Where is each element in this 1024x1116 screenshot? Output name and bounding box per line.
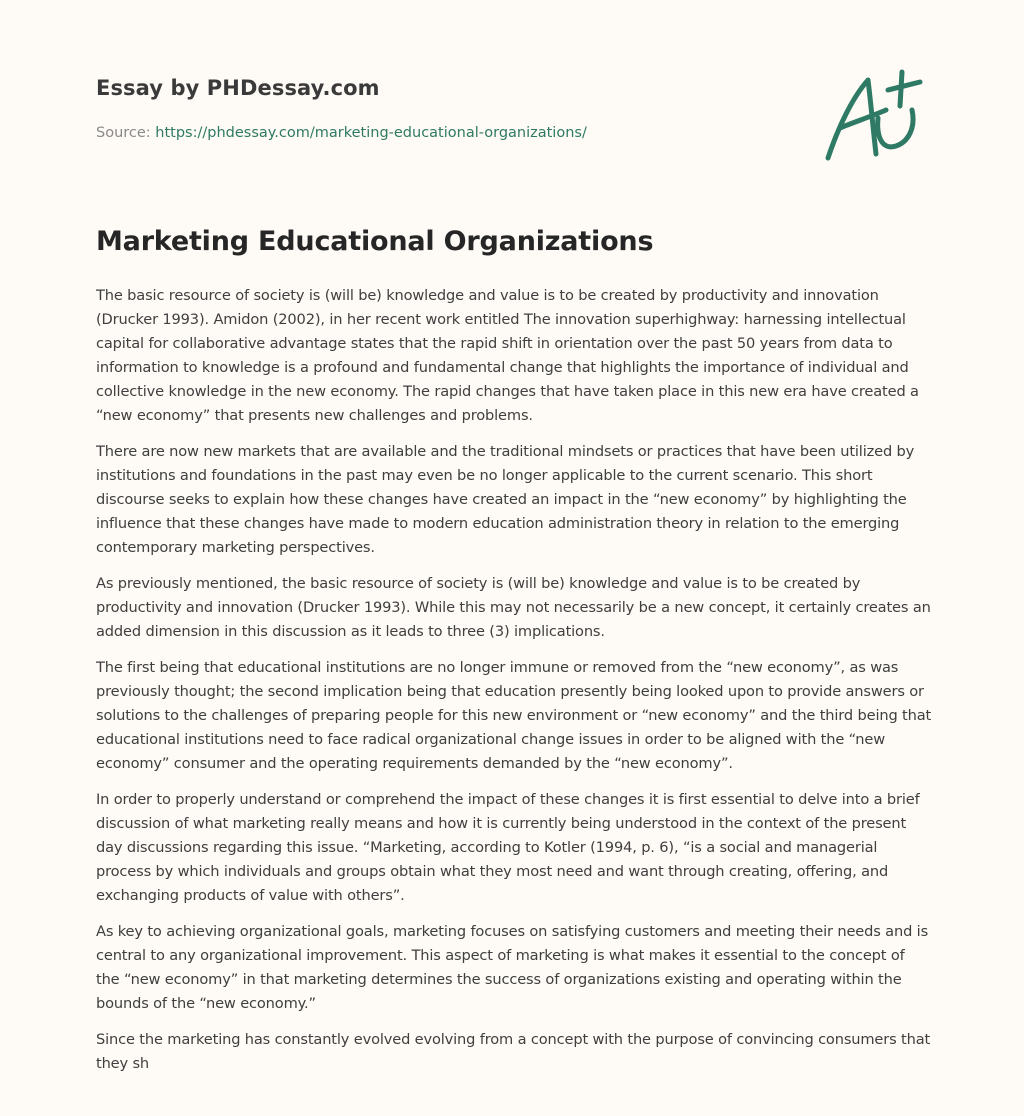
paragraph: Since the marketing has constantly evolved evolving from a concept with the purpose of convincing consumers that they sh bbox=[96, 1031, 931, 1072]
source-line bbox=[96, 125, 587, 141]
source-link[interactable]: https://phdessay.com/marketing-educational-organizations/ bbox=[155, 125, 587, 141]
a-plus-logo-icon bbox=[818, 66, 930, 166]
paragraph: As previously mentioned, the basic resource of society is (will be) knowledge and value is to be created by productivity and innovation (Drucker 1993). While this may not necessarily be a new concept, it certainly creates an added dimension in this discussion as it leads to three (3) implications. bbox=[96, 575, 931, 640]
paragraph: The basic resource of society is (will be) knowledge and value is to be created by productivity and innovation (Drucker 1993). Amidon (2002), in her recent work entitled The innovation superhighway: harnessing intellectual capital for collaborative advantage states that the rapid shift in orientation over the past 50 years from data to information to knowledge is a profound and fundamental change that highlights the importance of individual and collective knowledge in the new economy. The rapid changes that have taken place in this new era have created a “new economy” that presents new challenges and problems. bbox=[96, 287, 919, 424]
essay-body bbox=[96, 284, 932, 1088]
paragraph: In order to properly understand or comprehend the impact of these changes it is first essential to delve into a brief discussion of what marketing really means and how it is currently being understood in the context of the present day discussions regarding this issue. “Marketing, according to Kotler (1994, p. 6), “is a social and managerial process by which individuals and groups obtain what they most need and want through creating, offering, and exchanging products of value with others”. bbox=[96, 791, 920, 904]
source-label: Source: bbox=[96, 125, 151, 141]
paragraph: There are now new markets that are available and the traditional mindsets or practices that have been utilized by institutions and foundations in the past may even be no longer applicable to the current scenario. This short discourse seeks to explain how these changes have created an impact in the “new economy” by highlighting the influence that these changes have made to modern education administration theory in relation to the emerging contemporary marketing perspectives. bbox=[96, 443, 915, 556]
site-brand: Essay by PHDessay.com bbox=[96, 76, 380, 100]
essay-title: Marketing Educational Organizations bbox=[96, 226, 654, 257]
paragraph: The first being that educational institutions are no longer immune or removed from the “new economy”, as was previously thought; the second implication being that education presently being looked upon to provide answers or solutions to the challenges of preparing people for this new environment or “new economy” and the third being that educational institutions need to face radical organizational change issues in order to be aligned with the “new economy” consumer and the operating requirements demanded by the “new economy”. bbox=[96, 659, 932, 772]
paragraph: As key to achieving organizational goals, marketing focuses on satisfying customers and meeting their needs and is central to any organizational improvement. This aspect of marketing is what makes it essential to the concept of the “new economy” in that marketing determines the success of organizations existing and operating within the bounds of the “new economy.” bbox=[96, 923, 929, 1012]
